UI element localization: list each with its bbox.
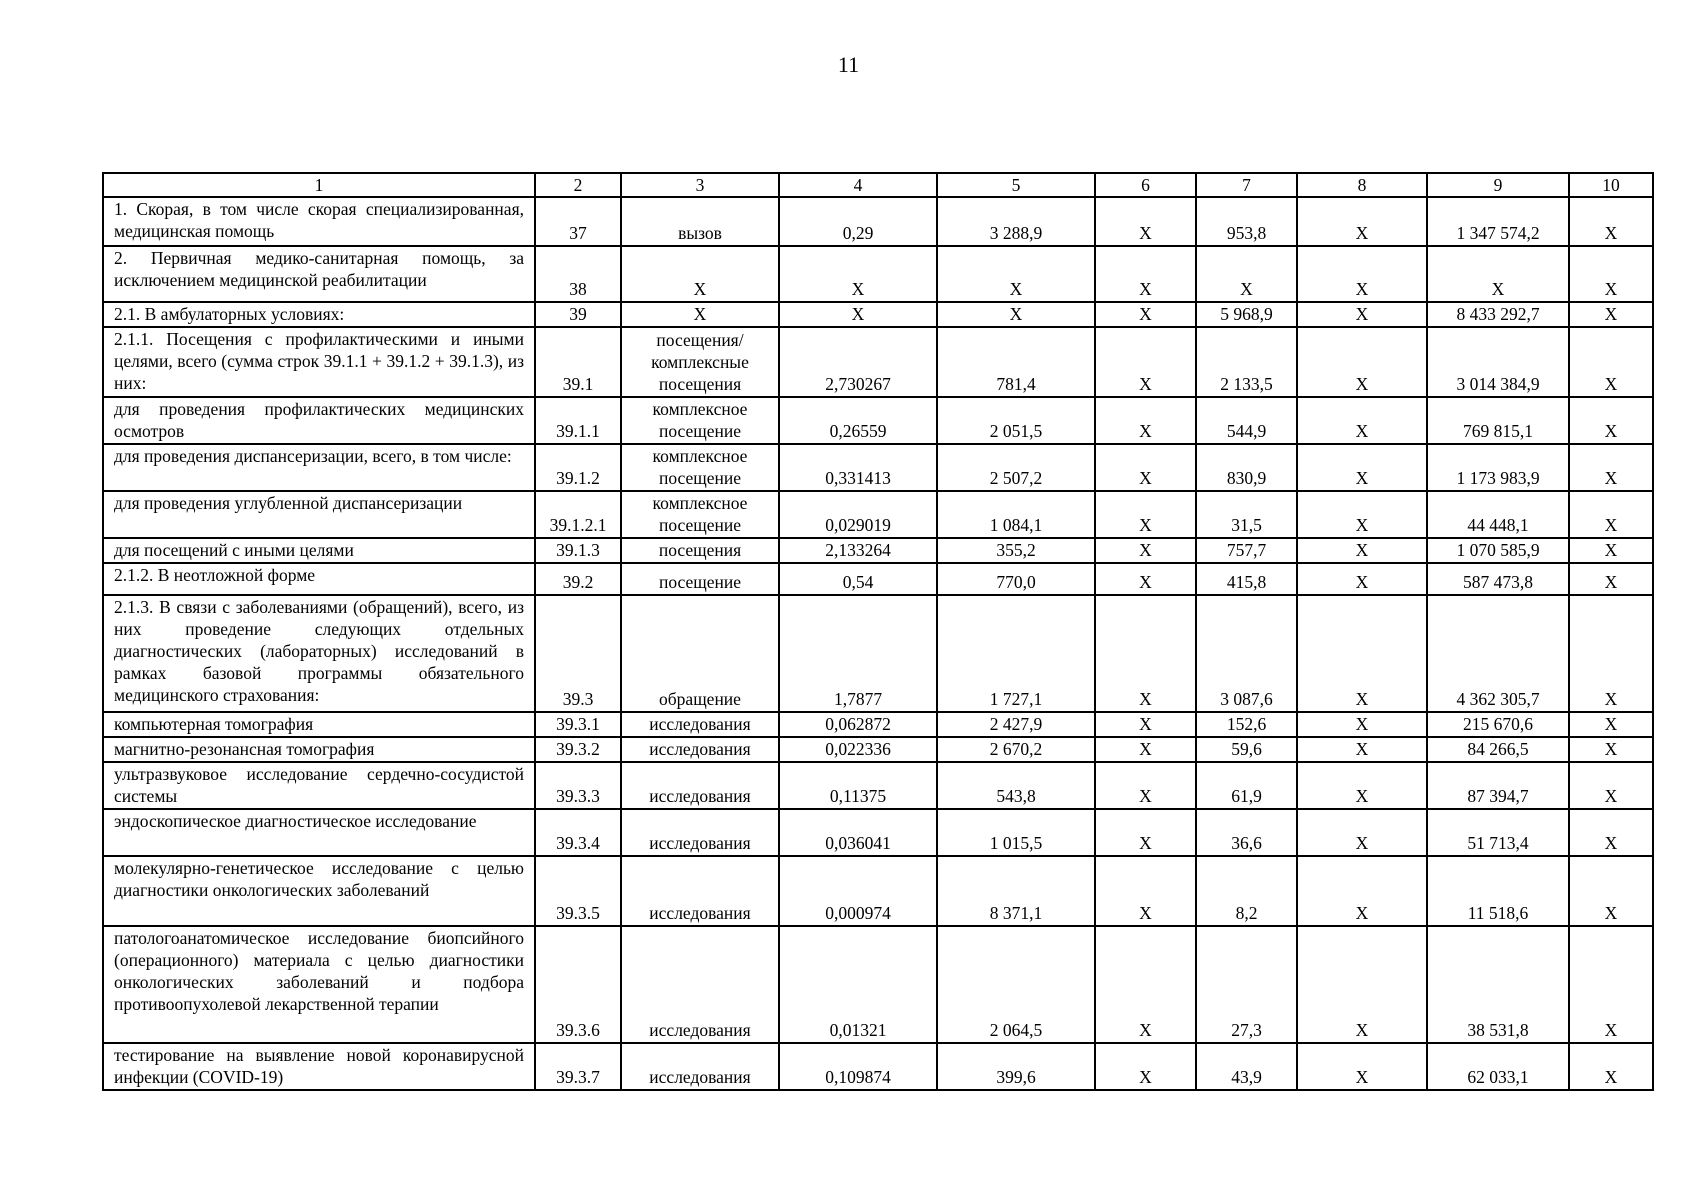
cell-row-code: 38 — [535, 246, 621, 302]
header-cell-5: 5 — [937, 173, 1095, 197]
cell-row-code: 37 — [535, 197, 621, 246]
cell-col-6: Х — [1095, 762, 1196, 809]
table-row — [103, 197, 1653, 246]
cell-row-code: 39.1.2 — [535, 444, 621, 491]
cell-row-code: 39 — [535, 302, 621, 327]
cell-per-capita: 3 087,6 — [1196, 595, 1297, 712]
cell-col-10: Х — [1569, 926, 1653, 1043]
cell-cost-norm: 2 064,5 — [937, 926, 1095, 1043]
cell-col-10: Х — [1569, 762, 1653, 809]
cell-volume-norm: 0,29 — [779, 197, 937, 246]
cell-per-capita: 36,6 — [1196, 809, 1297, 856]
cell-volume-norm: 0,062872 — [779, 712, 937, 737]
cell-per-capita: 830,9 — [1196, 444, 1297, 491]
cell-row-code: 39.1.1 — [535, 397, 621, 444]
table-row — [103, 595, 1653, 712]
cell-row-code: 39.1.3 — [535, 538, 621, 563]
table-row — [103, 1043, 1653, 1090]
cell-col-10: Х — [1569, 491, 1653, 538]
table-row — [103, 327, 1653, 397]
cell-col-10: Х — [1569, 595, 1653, 712]
cell-col-10: Х — [1569, 1043, 1653, 1090]
cell-indicator: компьютерная томография — [103, 712, 535, 737]
table-row — [103, 762, 1653, 809]
cell-per-capita: 27,3 — [1196, 926, 1297, 1043]
cell-cost-norm: 2 051,5 — [937, 397, 1095, 444]
header-cell-8: 8 — [1297, 173, 1427, 197]
cell-col-10: Х — [1569, 327, 1653, 397]
cell-volume-norm: 2,133264 — [779, 538, 937, 563]
cell-indicator: тестирование на выявление новой коронавирусной инфекции (COVID-19) — [103, 1043, 535, 1090]
cell-col-6: Х — [1095, 856, 1196, 926]
header-cell-1: 1 — [103, 173, 535, 197]
cell-cost-norm: 3 288,9 — [937, 197, 1095, 246]
cell-unit: исследования — [621, 809, 779, 856]
cell-per-capita: 757,7 — [1196, 538, 1297, 563]
header-cell-9: 9 — [1427, 173, 1569, 197]
cell-col-6: Х — [1095, 327, 1196, 397]
cell-unit: Х — [621, 302, 779, 327]
cell-cost-norm: 355,2 — [937, 538, 1095, 563]
cell-col-8: Х — [1297, 397, 1427, 444]
cell-cost-norm: 2 507,2 — [937, 444, 1095, 491]
header-cell-6: 6 — [1095, 173, 1196, 197]
cell-unit: комплексное посещение — [621, 397, 779, 444]
cell-cost-norm: 2 670,2 — [937, 737, 1095, 762]
cell-total-cost: 87 394,7 — [1427, 762, 1569, 809]
cell-col-8: Х — [1297, 809, 1427, 856]
cell-volume-norm: 0,26559 — [779, 397, 937, 444]
cell-per-capita: 43,9 — [1196, 1043, 1297, 1090]
cell-col-8: Х — [1297, 563, 1427, 595]
cell-volume-norm: 0,036041 — [779, 809, 937, 856]
cell-col-6: Х — [1095, 563, 1196, 595]
cell-col-10: Х — [1569, 856, 1653, 926]
table-row — [103, 712, 1653, 737]
cell-unit: исследования — [621, 1043, 779, 1090]
cell-unit: исследования — [621, 737, 779, 762]
cell-col-6: Х — [1095, 712, 1196, 737]
cell-row-code: 39.3.1 — [535, 712, 621, 737]
cell-indicator: для проведения профилактических медицинских осмотров — [103, 397, 535, 444]
table-row — [103, 737, 1653, 762]
cell-col-8: Х — [1297, 712, 1427, 737]
cell-unit: комплексное посещение — [621, 491, 779, 538]
cell-per-capita: 59,6 — [1196, 737, 1297, 762]
cell-indicator: для посещений с иными целями — [103, 538, 535, 563]
cell-col-6: Х — [1095, 926, 1196, 1043]
cell-col-10: Х — [1569, 197, 1653, 246]
cell-per-capita: 544,9 — [1196, 397, 1297, 444]
cell-row-code: 39.1 — [535, 327, 621, 397]
cell-per-capita: 5 968,9 — [1196, 302, 1297, 327]
cell-col-10: Х — [1569, 737, 1653, 762]
cell-unit: исследования — [621, 926, 779, 1043]
cell-col-6: Х — [1095, 491, 1196, 538]
cell-per-capita: 31,5 — [1196, 491, 1297, 538]
cell-volume-norm: 0,022336 — [779, 737, 937, 762]
header-cell-7: 7 — [1196, 173, 1297, 197]
cell-row-code: 39.2 — [535, 563, 621, 595]
cell-col-6: Х — [1095, 302, 1196, 327]
header-cell-3: 3 — [621, 173, 779, 197]
header-cell-2: 2 — [535, 173, 621, 197]
cell-col-8: Х — [1297, 926, 1427, 1043]
cell-cost-norm: 1 727,1 — [937, 595, 1095, 712]
cell-row-code: 39.3.5 — [535, 856, 621, 926]
cell-unit: посещения/ комплексные посещения — [621, 327, 779, 397]
cell-col-8: Х — [1297, 302, 1427, 327]
cell-unit: посещение — [621, 563, 779, 595]
cell-total-cost: 1 347 574,2 — [1427, 197, 1569, 246]
cell-total-cost: 1 070 585,9 — [1427, 538, 1569, 563]
table-body — [103, 173, 1653, 1090]
cell-volume-norm: 0,029019 — [779, 491, 937, 538]
cell-volume-norm: 0,11375 — [779, 762, 937, 809]
header-cell-4: 4 — [779, 173, 937, 197]
cell-col-8: Х — [1297, 538, 1427, 563]
table-row — [103, 926, 1653, 1043]
cell-cost-norm: 399,6 — [937, 1043, 1095, 1090]
cell-col-8: Х — [1297, 197, 1427, 246]
table-row — [103, 856, 1653, 926]
cell-col-10: Х — [1569, 444, 1653, 491]
cell-volume-norm: 0,01321 — [779, 926, 937, 1043]
cell-total-cost: 8 433 292,7 — [1427, 302, 1569, 327]
cell-row-code: 39.3.4 — [535, 809, 621, 856]
cell-per-capita: 8,2 — [1196, 856, 1297, 926]
cell-col-6: Х — [1095, 538, 1196, 563]
cell-col-6: Х — [1095, 1043, 1196, 1090]
cell-volume-norm: 2,730267 — [779, 327, 937, 397]
table-row — [103, 246, 1653, 302]
header-row — [103, 173, 1653, 197]
cell-row-code: 39.1.2.1 — [535, 491, 621, 538]
cell-unit: обращение — [621, 595, 779, 712]
cell-col-6: Х — [1095, 595, 1196, 712]
cell-cost-norm: 2 427,9 — [937, 712, 1095, 737]
cell-total-cost: 51 713,4 — [1427, 809, 1569, 856]
cell-cost-norm: 781,4 — [937, 327, 1095, 397]
cell-col-8: Х — [1297, 327, 1427, 397]
table-row — [103, 302, 1653, 327]
cell-volume-norm: 1,7877 — [779, 595, 937, 712]
cell-indicator: 2.1. В амбулаторных условиях: — [103, 302, 535, 327]
cell-col-8: Х — [1297, 737, 1427, 762]
table-row — [103, 397, 1653, 444]
cell-col-10: Х — [1569, 809, 1653, 856]
cell-indicator: магнитно-резонансная томография — [103, 737, 535, 762]
cell-col-8: Х — [1297, 762, 1427, 809]
cell-per-capita: 415,8 — [1196, 563, 1297, 595]
cell-indicator: 2.1.2. В неотложной форме — [103, 563, 535, 595]
cell-total-cost: 84 266,5 — [1427, 737, 1569, 762]
cell-col-6: Х — [1095, 397, 1196, 444]
cell-total-cost: 11 518,6 — [1427, 856, 1569, 926]
medical-care-table — [102, 172, 1654, 1091]
cell-col-8: Х — [1297, 491, 1427, 538]
cell-col-10: Х — [1569, 712, 1653, 737]
cell-indicator: 2. Первичная медико-санитарная помощь, за исключением медицинской реабилитации — [103, 246, 535, 302]
cell-total-cost: 3 014 384,9 — [1427, 327, 1569, 397]
cell-unit: Х — [621, 246, 779, 302]
cell-col-6: Х — [1095, 444, 1196, 491]
table-row — [103, 809, 1653, 856]
cell-indicator: 2.1.1. Посещения с профилактическими и иными целями, всего (сумма строк 39.1.1 + 39.1.2 + 39.1.3), из них: — [103, 327, 535, 397]
cell-unit: исследования — [621, 712, 779, 737]
cell-col-10: Х — [1569, 302, 1653, 327]
cell-unit: исследования — [621, 856, 779, 926]
cell-indicator: молекулярно-генетическое исследование с целью диагностики онкологических заболеваний — [103, 856, 535, 926]
cell-row-code: 39.3.2 — [535, 737, 621, 762]
cell-unit: исследования — [621, 762, 779, 809]
cell-cost-norm: 1 015,5 — [937, 809, 1095, 856]
cell-col-10: Х — [1569, 246, 1653, 302]
cell-unit: комплексное посещение — [621, 444, 779, 491]
table-row — [103, 563, 1653, 595]
cell-unit: вызов — [621, 197, 779, 246]
cell-row-code: 39.3.7 — [535, 1043, 621, 1090]
cell-per-capita: 152,6 — [1196, 712, 1297, 737]
cell-row-code: 39.3.6 — [535, 926, 621, 1043]
cell-total-cost: 587 473,8 — [1427, 563, 1569, 595]
cell-per-capita: 61,9 — [1196, 762, 1297, 809]
cell-indicator: 1. Скорая, в том числе скорая специализированная, медицинская помощь — [103, 197, 535, 246]
table-row — [103, 538, 1653, 563]
cell-cost-norm: 770,0 — [937, 563, 1095, 595]
cell-col-8: Х — [1297, 1043, 1427, 1090]
cell-indicator: ультразвуковое исследование сердечно-сосудистой системы — [103, 762, 535, 809]
cell-col-8: Х — [1297, 856, 1427, 926]
cell-per-capita: 953,8 — [1196, 197, 1297, 246]
cell-volume-norm: 0,54 — [779, 563, 937, 595]
cell-row-code: 39.3 — [535, 595, 621, 712]
cell-col-10: Х — [1569, 397, 1653, 444]
cell-col-6: Х — [1095, 809, 1196, 856]
cell-cost-norm: Х — [937, 302, 1095, 327]
cell-total-cost: 1 173 983,9 — [1427, 444, 1569, 491]
cell-total-cost: 769 815,1 — [1427, 397, 1569, 444]
cell-cost-norm: 8 371,1 — [937, 856, 1095, 926]
header-cell-10: 10 — [1569, 173, 1653, 197]
cell-col-10: Х — [1569, 563, 1653, 595]
cell-cost-norm: Х — [937, 246, 1095, 302]
cell-cost-norm: 543,8 — [937, 762, 1095, 809]
cell-indicator: для проведения углубленной диспансеризации — [103, 491, 535, 538]
cell-col-8: Х — [1297, 444, 1427, 491]
cell-volume-norm: Х — [779, 246, 937, 302]
cell-indicator: для проведения диспансеризации, всего, в том числе: — [103, 444, 535, 491]
cell-cost-norm: 1 084,1 — [937, 491, 1095, 538]
table-row — [103, 444, 1653, 491]
cell-row-code: 39.3.3 — [535, 762, 621, 809]
cell-total-cost: 44 448,1 — [1427, 491, 1569, 538]
cell-total-cost: Х — [1427, 246, 1569, 302]
cell-total-cost: 38 531,8 — [1427, 926, 1569, 1043]
cell-volume-norm: Х — [779, 302, 937, 327]
cell-indicator: патологоанатомическое исследование биопсийного (операционного) материала с целью диагностики онкологических заболеваний и подбора противоопухолевой лекарственной терапии — [103, 926, 535, 1043]
cell-col-8: Х — [1297, 246, 1427, 302]
cell-per-capita: 2 133,5 — [1196, 327, 1297, 397]
cell-total-cost: 215 670,6 — [1427, 712, 1569, 737]
cell-unit: посещения — [621, 538, 779, 563]
table-row — [103, 491, 1653, 538]
cell-col-10: Х — [1569, 538, 1653, 563]
cell-col-6: Х — [1095, 246, 1196, 302]
cell-per-capita: Х — [1196, 246, 1297, 302]
page-number: 11 — [837, 52, 860, 77]
cell-col-8: Х — [1297, 595, 1427, 712]
cell-col-6: Х — [1095, 737, 1196, 762]
cell-total-cost: 4 362 305,7 — [1427, 595, 1569, 712]
cell-volume-norm: 0,331413 — [779, 444, 937, 491]
cell-volume-norm: 0,109874 — [779, 1043, 937, 1090]
cell-indicator: эндоскопическое диагностическое исследование — [103, 809, 535, 856]
cell-indicator: 2.1.3. В связи с заболеваниями (обращений), всего, из них проведение следующих отдельных диагностических (лабораторных) исследований в рамках базовой программы обязательного медицинского страхования: — [103, 595, 535, 712]
cell-volume-norm: 0,000974 — [779, 856, 937, 926]
cell-col-6: Х — [1095, 197, 1196, 246]
cell-total-cost: 62 033,1 — [1427, 1043, 1569, 1090]
